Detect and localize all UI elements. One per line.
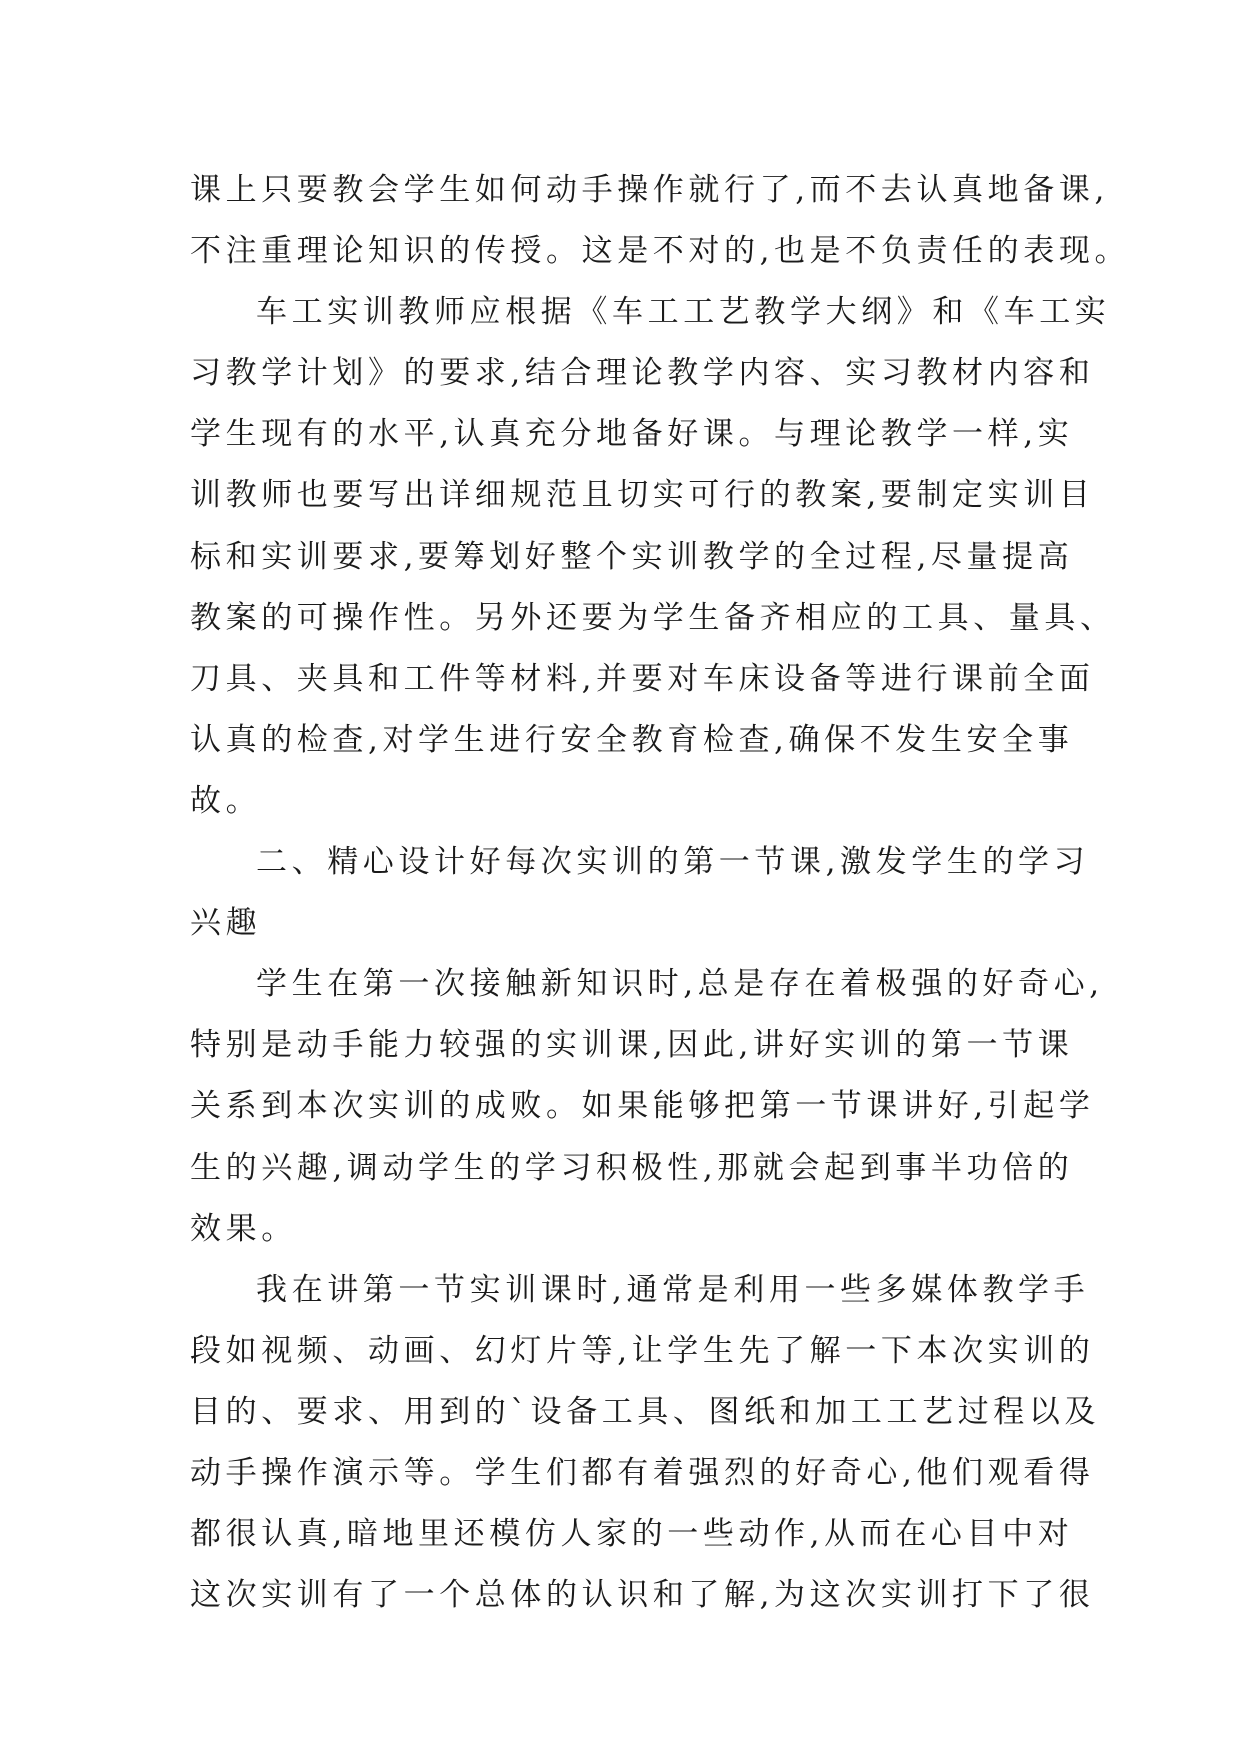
- text-line: 都很认真,暗地里还模仿人家的一些动作,从而在心目中对: [190, 1516, 1074, 1553]
- text-line: 目的、要求、用到的`设备工具、图纸和加工工艺过程以及: [190, 1393, 1101, 1430]
- text-line: 课上只要教会学生如何动手操作就行了,而不去认真地备课,: [190, 172, 1109, 208]
- paragraph-start-line: 我在讲第一节实训课时,通常是利用一些多媒体教学手: [256, 1271, 1090, 1308]
- section-heading-line: 兴趣: [190, 905, 262, 942]
- text-line: 学生现有的水平,认真充分地备好课。与理论教学一样,实: [190, 416, 1074, 453]
- text-line: 效果。: [190, 1210, 297, 1247]
- text-line: 不注重理论知识的传授。这是不对的,也是不负责任的表现。: [190, 233, 1131, 270]
- text-line: 训教师也要写出详细规范且切实可行的教案,要制定实训目: [190, 477, 1095, 514]
- body-text: [190, 160, 1131, 1626]
- paragraph-start-line: 学生在第一次接触新知识时,总是存在着极强的好奇心,: [256, 966, 1104, 1003]
- text-line: 故。: [190, 782, 262, 819]
- text-line: 习教学计划》的要求,结合理论教学内容、实习教材内容和: [190, 355, 1095, 392]
- text-line: 刀具、夹具和工件等材料,并要对车床设备等进行课前全面: [190, 660, 1095, 697]
- paragraph-start-line: 车工实训教师应根据《车工工艺教学大纲》和《车工实: [256, 294, 1111, 331]
- text-line: 动手操作演示等。学生们都有着强烈的好奇心,他们观看得: [190, 1454, 1095, 1491]
- text-line: 段如视频、动画、幻灯片等,让学生先了解一下本次实训的: [190, 1332, 1095, 1369]
- section-heading-line: 二、精心设计好每次实训的第一节课,激发学生的学习: [256, 844, 1090, 881]
- text-line: 教案的可操作性。另外还要为学生备齐相应的工具、量具、: [190, 599, 1116, 636]
- text-line: 生的兴趣,调动学生的学习积极性,那就会起到事半功倍的: [190, 1149, 1074, 1186]
- text-line: 认真的检查,对学生进行安全教育检查,确保不发生安全事: [190, 721, 1074, 758]
- text-line: 标和实训要求,要筹划好整个实训教学的全过程,尽量提高: [190, 538, 1074, 575]
- text-line: 关系到本次实训的成败。如果能够把第一节课讲好,引起学: [190, 1088, 1095, 1125]
- text-line: 特别是动手能力较强的实训课,因此,讲好实训的第一节课: [190, 1027, 1074, 1064]
- text-line: 这次实训有了一个总体的认识和了解,为这次实训打下了很: [190, 1577, 1095, 1614]
